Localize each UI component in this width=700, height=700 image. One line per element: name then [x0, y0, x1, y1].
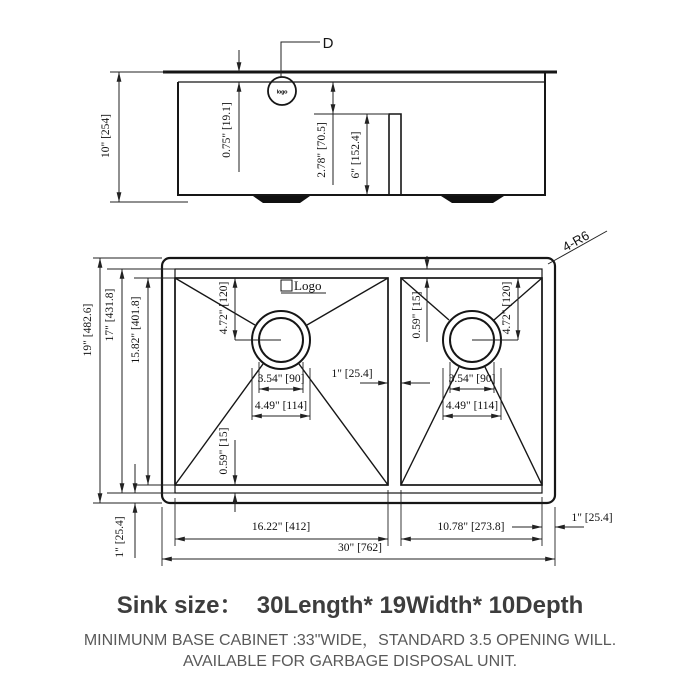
- side-view: [100, 35, 557, 203]
- dim-bowl-inset-bottom-label: 0.59" [15]: [218, 427, 230, 475]
- left-drain-section: [253, 196, 310, 203]
- dim-drain-offset-left: [218, 278, 235, 340]
- dim-bowl-inset-top-label: 0.59" [15]: [411, 291, 423, 339]
- dim-rim-bottom: [114, 464, 135, 558]
- dim-divider-height-label: 6" [152.4]: [350, 131, 362, 179]
- corner-radius-label: 4-R6: [559, 227, 592, 255]
- logo-mark: [281, 278, 326, 293]
- dim-overall-length: [162, 507, 555, 566]
- dim-right-bowl-length-label: 10.78" [273.8]: [437, 521, 505, 533]
- dim-rim-right: [512, 512, 613, 527]
- dim-drain-opening-left: [258, 362, 305, 393]
- logo-label: Logo: [294, 278, 322, 293]
- dim-divider-width: [331, 368, 430, 383]
- dim-drain-opening-right: [449, 362, 496, 393]
- dim-drain-flange-right-label: 4.49" [114]: [445, 400, 499, 412]
- dim-depth-label: 10" [254]: [100, 114, 112, 158]
- dim-rim-bottom-label: 1" [25.4]: [114, 516, 126, 558]
- dim-drain-opening-left-label: 3.54" [90]: [257, 373, 305, 385]
- sink-size-title: Sink size： 30Length* 19Width* 10Depth: [116, 592, 584, 619]
- divider-section: [389, 114, 401, 195]
- dim-drain-offset-right-label: 4.72" [120]: [501, 281, 513, 335]
- dim-rim-right-label: 1" [25.4]: [571, 512, 613, 524]
- dim-right-bowl-length: [401, 490, 542, 546]
- right-drain-section: [441, 196, 504, 203]
- dim-rim-thickness: [221, 50, 239, 172]
- dim-bowl-width: [130, 278, 175, 485]
- disposal-note: AVAILABLE FOR GARBAGE DISPOSAL UNIT.: [182, 653, 518, 670]
- plan-view: [82, 228, 613, 566]
- dim-divider-height: [350, 114, 367, 195]
- dim-drain-opening-right-label: 3.54" [90]: [448, 373, 496, 385]
- corner-radius-note: [548, 228, 607, 264]
- dim-left-bowl-length-label: 16.22" [412]: [251, 521, 311, 533]
- dim-drain-offset-right: [501, 278, 518, 340]
- dim-divider-drop-label: 2.78" [70.5]: [316, 122, 328, 178]
- brand-badge-text: logo: [276, 89, 288, 96]
- caption-block: [0, 585, 700, 671]
- dim-left-bowl-length: [175, 490, 388, 546]
- dim-drain-offset-left-label: 4.72" [120]: [218, 281, 230, 335]
- dim-drain-flange-left-label: 4.49" [114]: [254, 400, 308, 412]
- dim-rim-thickness-label: 0.75" [19.1]: [221, 102, 233, 158]
- dim-overall-length-label: 30" [762]: [338, 542, 382, 554]
- dim-bowl-width-label: 15.82" [401.8]: [130, 296, 142, 364]
- cabinet-note: MINIMUNM BASE CABINET :33"WIDE，STANDARD 3.5 OPENING WILL.: [83, 632, 617, 649]
- dim-overall-width-label: 19" [482.6]: [82, 303, 94, 357]
- dim-depth: [100, 72, 188, 202]
- dim-bowl-inset-bottom: [218, 428, 235, 512]
- dim-inner-width-label: 17" [431.8]: [104, 288, 116, 342]
- detail-label: D: [322, 35, 334, 52]
- dim-divider-width-label: 1" [25.4]: [331, 368, 373, 380]
